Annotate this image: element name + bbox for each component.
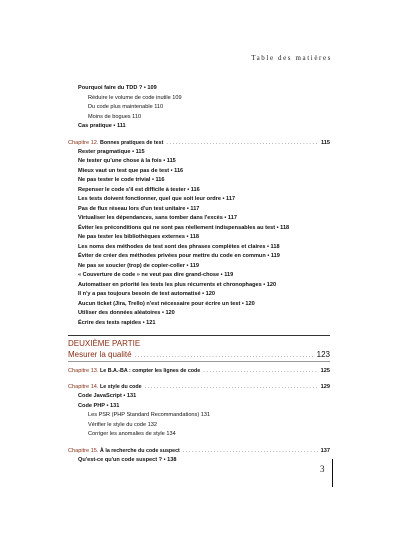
chapter-page: 137 (320, 447, 330, 454)
toc-entry[interactable]: Pas de flux réseau lors d'un test unitaire • 117 (78, 205, 200, 212)
toc-section-ch12 (68, 148, 330, 329)
page-number-bar (332, 459, 333, 487)
chapter-title: Le style du code (100, 384, 142, 390)
leader-dots (135, 351, 314, 362)
toc-entry[interactable]: Éviter de créer des méthodes privées pour mettre du code en commun • 119 (78, 253, 280, 259)
toc-section-ch14 (68, 392, 330, 440)
toc-entry[interactable]: Mieux vaut un test que pas de test • 116 (78, 167, 184, 174)
chapter-title: À la recherche du code suspect (100, 447, 180, 454)
toc-entry[interactable]: Ne tester qu'une chose à la fois • 115 (78, 158, 176, 164)
toc-chapter-15[interactable] (68, 446, 330, 456)
toc-entry[interactable]: Pourquoi faire du TDD ? • 109 (78, 85, 157, 91)
leader-dots (166, 138, 318, 148)
toc-entry[interactable]: Écrire des tests rapides • 121 (78, 319, 156, 326)
running-head: Table des matières (251, 54, 332, 62)
toc-entry[interactable]: Rester pragmatique • 115 (78, 148, 145, 155)
toc-entry[interactable]: Code JavaScript • 131 (78, 393, 137, 399)
toc-section-tdd (68, 84, 330, 132)
toc-entry[interactable]: Moins de bogues 110 (88, 113, 142, 120)
chapter-title: Le B.A.-BA : compter les lignes de code (100, 368, 201, 374)
toc-entry[interactable]: Automatiser en priorité les tests les plus récurrents et chronophages • 120 (78, 281, 277, 288)
toc-part-title[interactable] (68, 349, 330, 360)
chapter-label: Chapitre 14. (68, 384, 99, 390)
leader-dots (145, 382, 318, 392)
toc-entry[interactable]: Vérifier le style du code 132 (88, 421, 158, 428)
chapter-page: 115 (320, 139, 330, 146)
toc-entry[interactable]: Utiliser des données aléatoires • 120 (78, 310, 175, 316)
part-divider (68, 335, 330, 336)
leader-dots (183, 446, 318, 456)
toc-entry[interactable]: Aucun ticket (Jira, Trello) n'est nécessaire pour écrire un test • 120 (78, 300, 255, 307)
toc-chapter-14[interactable] (68, 382, 330, 392)
toc-entry[interactable]: Réduire le volume de code inutile 109 (88, 94, 182, 101)
chapter-title: Bonnes pratiques de test (100, 139, 164, 146)
toc-entry[interactable]: Qu'est-ce qu'un code suspect ? • 138 (78, 456, 177, 463)
part-title: Mesurer la qualité (68, 350, 132, 359)
toc-entry[interactable]: Cas pratique • 111 (78, 123, 126, 129)
toc-entry[interactable]: Ne pas tester le code trivial • 116 (78, 177, 165, 183)
toc-entry[interactable]: Du code plus maintenable 110 (88, 104, 164, 110)
toc-entry[interactable]: Éviter les préconditions qui ne sont pas réellement indispensables au test • 118 (78, 224, 290, 231)
chapter-label: Chapitre 15. (68, 447, 99, 454)
chapter-label: Chapitre 12. (68, 139, 99, 146)
toc-entry[interactable]: Il n'y a pas toujours besoin de test automatisé • 120 (78, 291, 215, 297)
toc-entry[interactable]: Repenser le code s'il est difficile à tester • 116 (78, 186, 200, 193)
toc-entry[interactable]: Les tests doivent fonctionner, quel que soit leur ordre • 117 (78, 196, 236, 202)
toc-entry[interactable]: Code PHP • 131 (78, 402, 120, 409)
toc-entry[interactable]: « Couverture de code » ne veut pas dire grand-chose • 119 (78, 272, 234, 278)
toc-entry[interactable]: Corriger les anomalies de style 134 (88, 431, 176, 437)
leader-dots (203, 366, 317, 376)
toc-chapter-13[interactable] (68, 366, 330, 376)
part-page: 123 (316, 350, 330, 359)
chapter-page: 129 (320, 384, 330, 390)
part-label: DEUXIÈME PARTIE (68, 339, 141, 348)
chapter-page: 125 (320, 368, 330, 374)
table-of-contents (68, 84, 330, 465)
toc-section-ch15 (68, 456, 330, 466)
toc-entry[interactable]: Les PSR (PHP Standard Recommandations) 131 (88, 412, 211, 418)
toc-entry[interactable]: Ne pas se soucier (trop) de copier-coller • 119 (78, 262, 200, 269)
toc-chapter-12[interactable] (68, 138, 330, 148)
toc-entry[interactable]: Virtualiser les dépendances, sans tomber dans l'excès • 117 (78, 215, 237, 221)
chapter-label: Chapitre 13. (68, 368, 99, 374)
toc-entry[interactable]: Ne pas tester les bibliothèques externes • 118 (78, 234, 200, 240)
page-number: 3 (320, 464, 325, 474)
toc-entry[interactable]: Les noms des méthodes de test sont des phrases complètes et claires • 118 (78, 243, 280, 250)
